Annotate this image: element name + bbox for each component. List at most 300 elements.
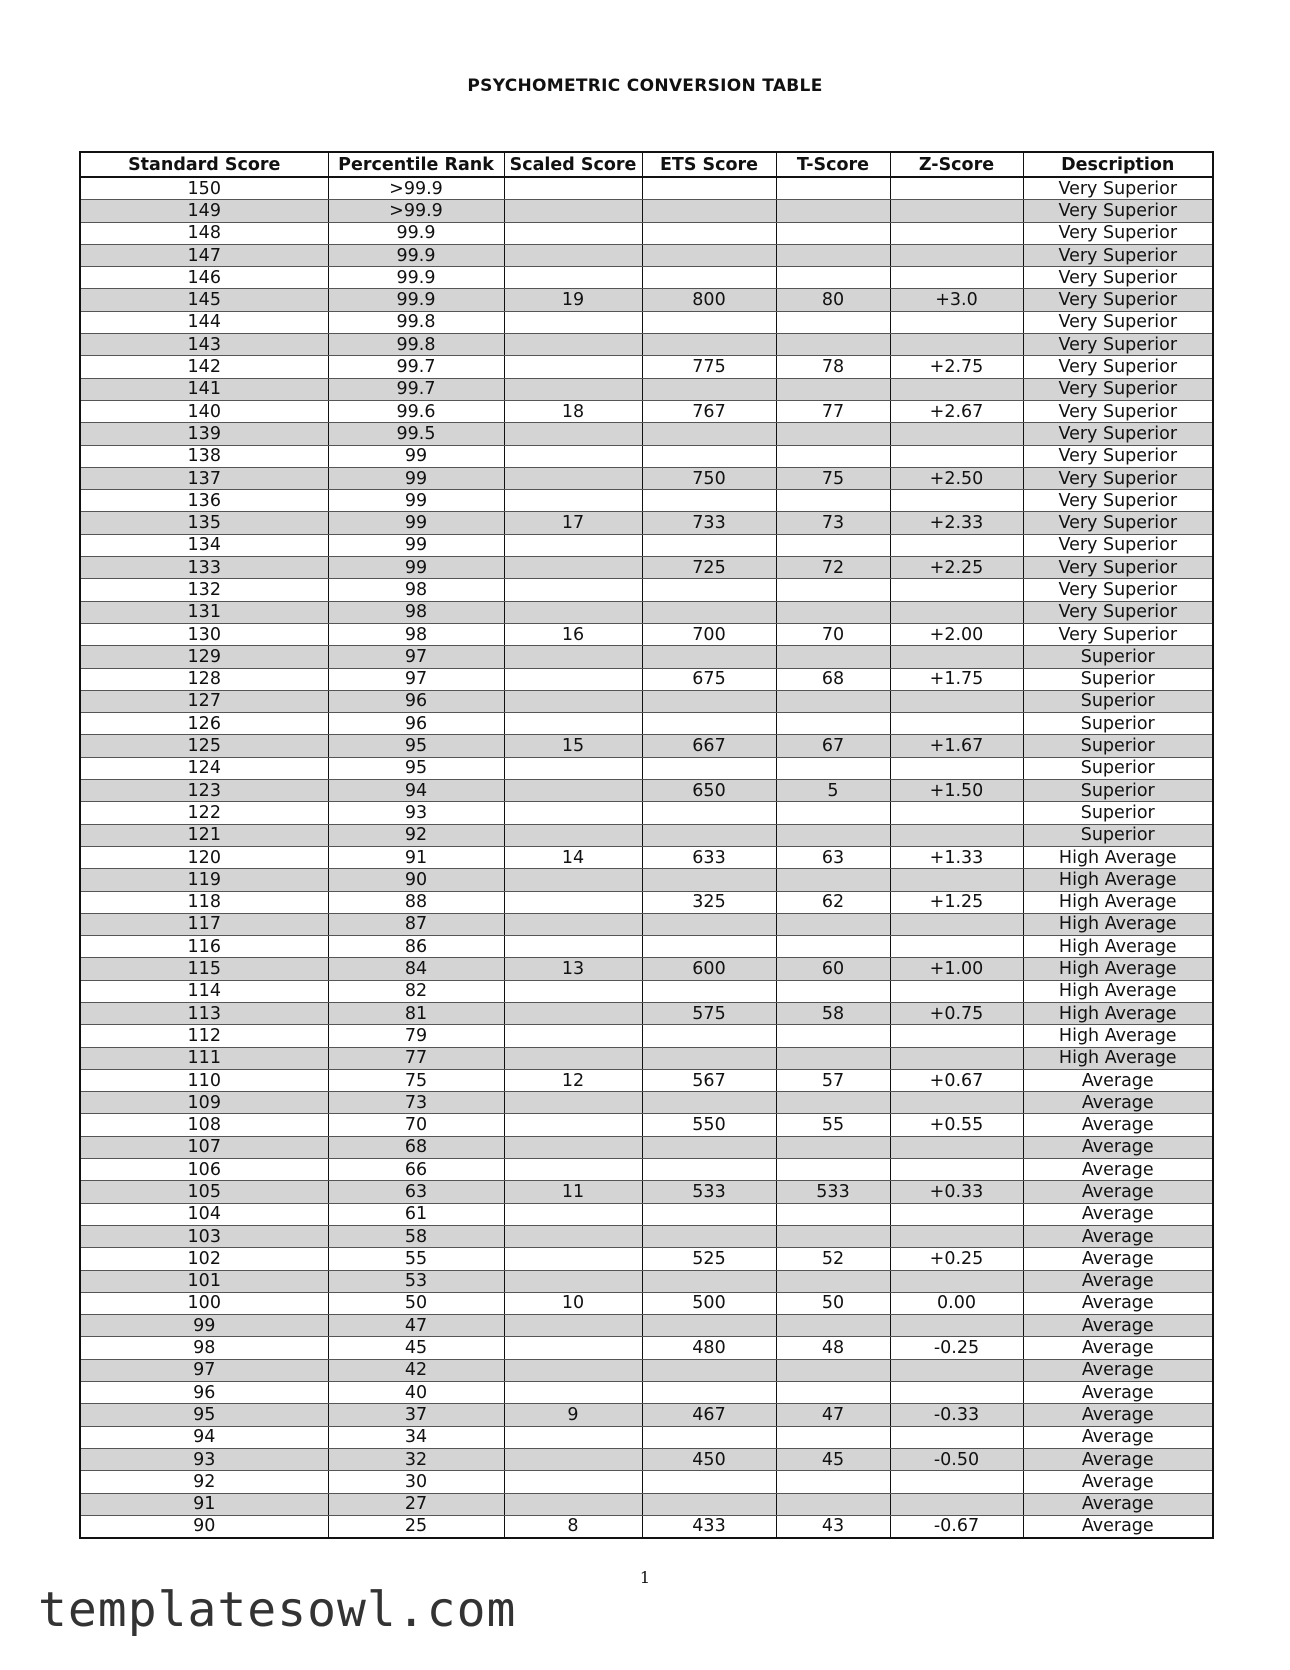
cell-standard-score: 111	[80, 1047, 328, 1069]
table-row	[80, 1002, 1213, 1024]
cell-ets-score	[642, 1359, 776, 1381]
cell-z-score	[890, 200, 1023, 222]
cell-t-score	[776, 869, 890, 891]
cell-t-score	[776, 1225, 890, 1247]
cell-scaled-score	[504, 1337, 642, 1359]
table-row	[80, 267, 1213, 289]
cell-scaled-score	[504, 222, 642, 244]
table-row	[80, 534, 1213, 556]
cell-z-score	[890, 334, 1023, 356]
cell-percentile-rank: 98	[328, 601, 504, 623]
cell-t-score: 50	[776, 1292, 890, 1314]
cell-ets-score: 775	[642, 356, 776, 378]
cell-z-score	[890, 445, 1023, 467]
cell-t-score: 533	[776, 1181, 890, 1203]
table-row	[80, 1069, 1213, 1091]
cell-scaled-score	[504, 780, 642, 802]
cell-standard-score: 135	[80, 512, 328, 534]
table-row	[80, 1136, 1213, 1158]
cell-standard-score: 136	[80, 490, 328, 512]
cell-description: High Average	[1023, 958, 1213, 980]
table-row	[80, 1515, 1213, 1538]
cell-z-score: +1.75	[890, 668, 1023, 690]
cell-ets-score	[642, 1136, 776, 1158]
cell-scaled-score	[504, 1359, 642, 1381]
cell-scaled-score	[504, 891, 642, 913]
cell-standard-score: 149	[80, 200, 328, 222]
cell-ets-score: 550	[642, 1114, 776, 1136]
cell-percentile-rank: 99	[328, 490, 504, 512]
watermark: templatesowl.com	[38, 1582, 517, 1638]
cell-description: Superior	[1023, 780, 1213, 802]
cell-percentile-rank: 68	[328, 1136, 504, 1158]
cell-scaled-score: 13	[504, 958, 642, 980]
table-row	[80, 824, 1213, 846]
cell-scaled-score	[504, 1315, 642, 1337]
page-number: 1	[639, 1568, 651, 1587]
cell-percentile-rank: 99	[328, 557, 504, 579]
cell-percentile-rank: 25	[328, 1515, 504, 1538]
cell-t-score	[776, 1426, 890, 1448]
cell-description: High Average	[1023, 891, 1213, 913]
cell-z-score: +3.0	[890, 289, 1023, 311]
cell-description: Very Superior	[1023, 334, 1213, 356]
cell-z-score	[890, 244, 1023, 266]
cell-scaled-score	[504, 1471, 642, 1493]
cell-t-score	[776, 311, 890, 333]
table-row	[80, 757, 1213, 779]
cell-standard-score: 91	[80, 1493, 328, 1515]
table-row	[80, 512, 1213, 534]
cell-description: Average	[1023, 1426, 1213, 1448]
cell-z-score	[890, 980, 1023, 1002]
cell-scaled-score	[504, 713, 642, 735]
cell-z-score: -0.25	[890, 1337, 1023, 1359]
cell-percentile-rank: 97	[328, 668, 504, 690]
cell-z-score	[890, 601, 1023, 623]
cell-standard-score: 140	[80, 400, 328, 422]
cell-standard-score: 98	[80, 1337, 328, 1359]
cell-percentile-rank: 63	[328, 1181, 504, 1203]
cell-ets-score: 600	[642, 958, 776, 980]
table-row	[80, 1315, 1213, 1337]
cell-description: Average	[1023, 1382, 1213, 1404]
cell-ets-score	[642, 1471, 776, 1493]
conversion-table	[79, 151, 1214, 1539]
cell-percentile-rank: 34	[328, 1426, 504, 1448]
table-row	[80, 289, 1213, 311]
table-row	[80, 690, 1213, 712]
cell-standard-score: 99	[80, 1315, 328, 1337]
table-row	[80, 311, 1213, 333]
cell-z-score	[890, 936, 1023, 958]
cell-percentile-rank: 37	[328, 1404, 504, 1426]
cell-t-score: 60	[776, 958, 890, 980]
cell-ets-score: 525	[642, 1248, 776, 1270]
cell-z-score	[890, 1493, 1023, 1515]
cell-ets-score	[642, 1092, 776, 1114]
cell-standard-score: 145	[80, 289, 328, 311]
cell-ets-score	[642, 177, 776, 200]
cell-ets-score	[642, 200, 776, 222]
cell-z-score: +1.25	[890, 891, 1023, 913]
table-row	[80, 846, 1213, 868]
cell-ets-score	[642, 311, 776, 333]
table-row	[80, 958, 1213, 980]
cell-scaled-score: 16	[504, 623, 642, 645]
cell-standard-score: 148	[80, 222, 328, 244]
cell-t-score	[776, 1359, 890, 1381]
cell-t-score: 62	[776, 891, 890, 913]
table-row	[80, 936, 1213, 958]
cell-scaled-score	[504, 1493, 642, 1515]
cell-percentile-rank: 99.9	[328, 222, 504, 244]
cell-standard-score: 137	[80, 467, 328, 489]
cell-percentile-rank: 58	[328, 1225, 504, 1247]
cell-t-score	[776, 1092, 890, 1114]
cell-scaled-score	[504, 668, 642, 690]
cell-percentile-rank: 99.6	[328, 400, 504, 422]
cell-ets-score: 700	[642, 623, 776, 645]
cell-z-score	[890, 1025, 1023, 1047]
cell-description: Average	[1023, 1471, 1213, 1493]
cell-z-score	[890, 646, 1023, 668]
cell-t-score	[776, 1203, 890, 1225]
cell-scaled-score: 9	[504, 1404, 642, 1426]
cell-description: Very Superior	[1023, 289, 1213, 311]
cell-percentile-rank: 27	[328, 1493, 504, 1515]
cell-t-score: 75	[776, 467, 890, 489]
table-row	[80, 1181, 1213, 1203]
cell-z-score: 0.00	[890, 1292, 1023, 1314]
cell-ets-score: 533	[642, 1181, 776, 1203]
cell-z-score	[890, 1159, 1023, 1181]
cell-description: Very Superior	[1023, 623, 1213, 645]
cell-ets-score	[642, 802, 776, 824]
cell-ets-score: 733	[642, 512, 776, 534]
cell-z-score: +2.50	[890, 467, 1023, 489]
cell-description: Very Superior	[1023, 579, 1213, 601]
table-row	[80, 601, 1213, 623]
cell-percentile-rank: 92	[328, 824, 504, 846]
cell-ets-score: 800	[642, 289, 776, 311]
cell-description: Average	[1023, 1448, 1213, 1470]
cell-t-score	[776, 980, 890, 1002]
table-row	[80, 1270, 1213, 1292]
cell-z-score	[890, 1092, 1023, 1114]
cell-z-score	[890, 1471, 1023, 1493]
cell-standard-score: 100	[80, 1292, 328, 1314]
cell-description: Very Superior	[1023, 557, 1213, 579]
cell-t-score	[776, 936, 890, 958]
cell-description: Average	[1023, 1359, 1213, 1381]
cell-standard-score: 141	[80, 378, 328, 400]
cell-scaled-score	[504, 378, 642, 400]
cell-ets-score	[642, 1047, 776, 1069]
cell-t-score: 73	[776, 512, 890, 534]
cell-ets-score: 667	[642, 735, 776, 757]
table-row	[80, 1203, 1213, 1225]
cell-standard-score: 116	[80, 936, 328, 958]
cell-description: Average	[1023, 1069, 1213, 1091]
cell-description: High Average	[1023, 1002, 1213, 1024]
cell-ets-score	[642, 334, 776, 356]
table-row	[80, 579, 1213, 601]
table-row	[80, 980, 1213, 1002]
cell-ets-score: 575	[642, 1002, 776, 1024]
cell-standard-score: 110	[80, 1069, 328, 1091]
cell-scaled-score	[504, 557, 642, 579]
table-row	[80, 445, 1213, 467]
cell-ets-score	[642, 378, 776, 400]
table-row	[80, 423, 1213, 445]
cell-ets-score	[642, 579, 776, 601]
cell-description: Average	[1023, 1225, 1213, 1247]
table-row	[80, 1047, 1213, 1069]
cell-ets-score: 767	[642, 400, 776, 422]
cell-scaled-score	[504, 200, 642, 222]
cell-z-score: +2.33	[890, 512, 1023, 534]
table-row	[80, 1225, 1213, 1247]
cell-standard-score: 147	[80, 244, 328, 266]
cell-description: Very Superior	[1023, 267, 1213, 289]
cell-ets-score: 480	[642, 1337, 776, 1359]
cell-percentile-rank: 96	[328, 713, 504, 735]
cell-t-score	[776, 1270, 890, 1292]
cell-ets-score	[642, 244, 776, 266]
cell-t-score	[776, 1025, 890, 1047]
cell-standard-score: 127	[80, 690, 328, 712]
cell-z-score: +0.55	[890, 1114, 1023, 1136]
cell-percentile-rank: 84	[328, 958, 504, 980]
cell-standard-score: 108	[80, 1114, 328, 1136]
cell-scaled-score	[504, 757, 642, 779]
table-row	[80, 1159, 1213, 1181]
table-row	[80, 334, 1213, 356]
table-row	[80, 222, 1213, 244]
table-row	[80, 244, 1213, 266]
cell-percentile-rank: 50	[328, 1292, 504, 1314]
cell-t-score: 57	[776, 1069, 890, 1091]
cell-description: Average	[1023, 1493, 1213, 1515]
cell-ets-score	[642, 824, 776, 846]
cell-description: Very Superior	[1023, 467, 1213, 489]
cell-description: Superior	[1023, 802, 1213, 824]
cell-t-score	[776, 378, 890, 400]
cell-t-score: 72	[776, 557, 890, 579]
cell-ets-score	[642, 936, 776, 958]
cell-percentile-rank: 99.8	[328, 334, 504, 356]
cell-z-score: +1.00	[890, 958, 1023, 980]
cell-t-score: 48	[776, 1337, 890, 1359]
cell-scaled-score	[504, 356, 642, 378]
cell-standard-score: 131	[80, 601, 328, 623]
cell-z-score: -0.50	[890, 1448, 1023, 1470]
cell-z-score: +2.67	[890, 400, 1023, 422]
cell-description: Very Superior	[1023, 177, 1213, 200]
cell-scaled-score	[504, 1225, 642, 1247]
cell-standard-score: 128	[80, 668, 328, 690]
cell-description: Very Superior	[1023, 445, 1213, 467]
cell-scaled-score	[504, 267, 642, 289]
table-row	[80, 1114, 1213, 1136]
cell-z-score: +2.00	[890, 623, 1023, 645]
cell-ets-score	[642, 1493, 776, 1515]
cell-ets-score	[642, 646, 776, 668]
cell-standard-score: 109	[80, 1092, 328, 1114]
cell-standard-score: 115	[80, 958, 328, 980]
cell-z-score	[890, 267, 1023, 289]
cell-description: Average	[1023, 1092, 1213, 1114]
cell-description: Very Superior	[1023, 400, 1213, 422]
cell-scaled-score	[504, 1114, 642, 1136]
table-row	[80, 1471, 1213, 1493]
table-row	[80, 356, 1213, 378]
table-row	[80, 913, 1213, 935]
cell-ets-score	[642, 757, 776, 779]
table-row	[80, 1337, 1213, 1359]
cell-percentile-rank: 42	[328, 1359, 504, 1381]
table-row	[80, 1426, 1213, 1448]
cell-t-score	[776, 200, 890, 222]
cell-ets-score: 450	[642, 1448, 776, 1470]
cell-ets-score	[642, 222, 776, 244]
cell-percentile-rank: 99.7	[328, 356, 504, 378]
cell-scaled-score	[504, 1448, 642, 1470]
cell-percentile-rank: 90	[328, 869, 504, 891]
cell-scaled-score	[504, 869, 642, 891]
header-ets-score: ETS Score	[642, 152, 776, 177]
cell-z-score	[890, 1426, 1023, 1448]
cell-z-score	[890, 757, 1023, 779]
table-row	[80, 1493, 1213, 1515]
cell-percentile-rank: 99.9	[328, 244, 504, 266]
cell-description: Superior	[1023, 735, 1213, 757]
cell-percentile-rank: 93	[328, 802, 504, 824]
cell-ets-score	[642, 713, 776, 735]
cell-t-score: 67	[776, 735, 890, 757]
cell-description: Very Superior	[1023, 244, 1213, 266]
cell-t-score	[776, 646, 890, 668]
cell-z-score: +0.75	[890, 1002, 1023, 1024]
page-title: PSYCHOMETRIC CONVERSION TABLE	[467, 76, 823, 96]
cell-z-score	[890, 1270, 1023, 1292]
table-row	[80, 735, 1213, 757]
cell-z-score	[890, 802, 1023, 824]
cell-percentile-rank: 99.9	[328, 267, 504, 289]
cell-z-score: +2.75	[890, 356, 1023, 378]
cell-description: Superior	[1023, 824, 1213, 846]
cell-standard-score: 92	[80, 1471, 328, 1493]
cell-z-score: +0.67	[890, 1069, 1023, 1091]
cell-scaled-score: 18	[504, 400, 642, 422]
cell-description: Average	[1023, 1159, 1213, 1181]
cell-z-score	[890, 311, 1023, 333]
cell-z-score	[890, 869, 1023, 891]
table-row	[80, 400, 1213, 422]
cell-scaled-score	[504, 1092, 642, 1114]
table-row	[80, 1248, 1213, 1270]
cell-ets-score: 633	[642, 846, 776, 868]
cell-z-score: +1.67	[890, 735, 1023, 757]
cell-scaled-score	[504, 490, 642, 512]
cell-ets-score	[642, 423, 776, 445]
cell-standard-score: 107	[80, 1136, 328, 1158]
cell-scaled-score	[504, 423, 642, 445]
cell-standard-score: 138	[80, 445, 328, 467]
cell-t-score	[776, 1159, 890, 1181]
cell-ets-score	[642, 1382, 776, 1404]
cell-percentile-rank: 40	[328, 1382, 504, 1404]
cell-standard-score: 121	[80, 824, 328, 846]
cell-description: Very Superior	[1023, 356, 1213, 378]
cell-description: Very Superior	[1023, 200, 1213, 222]
cell-ets-score: 650	[642, 780, 776, 802]
table-row	[80, 557, 1213, 579]
table-row	[80, 1359, 1213, 1381]
cell-t-score	[776, 913, 890, 935]
cell-standard-score: 94	[80, 1426, 328, 1448]
table-row	[80, 623, 1213, 645]
cell-percentile-rank: 45	[328, 1337, 504, 1359]
cell-percentile-rank: 99	[328, 445, 504, 467]
cell-percentile-rank: 61	[328, 1203, 504, 1225]
cell-t-score	[776, 1315, 890, 1337]
cell-z-score: +0.33	[890, 1181, 1023, 1203]
cell-scaled-score	[504, 1047, 642, 1069]
cell-standard-score: 142	[80, 356, 328, 378]
header-t-score: T-Score	[776, 152, 890, 177]
cell-scaled-score: 19	[504, 289, 642, 311]
cell-z-score	[890, 713, 1023, 735]
cell-t-score	[776, 445, 890, 467]
cell-scaled-score	[504, 1159, 642, 1181]
cell-t-score: 43	[776, 1515, 890, 1538]
cell-t-score	[776, 802, 890, 824]
cell-t-score	[776, 534, 890, 556]
cell-standard-score: 139	[80, 423, 328, 445]
cell-scaled-score: 15	[504, 735, 642, 757]
cell-description: Superior	[1023, 757, 1213, 779]
cell-scaled-score	[504, 445, 642, 467]
cell-scaled-score	[504, 579, 642, 601]
cell-t-score	[776, 334, 890, 356]
cell-scaled-score: 17	[504, 512, 642, 534]
cell-t-score: 80	[776, 289, 890, 311]
table-row	[80, 1092, 1213, 1114]
cell-ets-score	[642, 490, 776, 512]
cell-description: Average	[1023, 1292, 1213, 1314]
cell-ets-score	[642, 1025, 776, 1047]
cell-description: Average	[1023, 1270, 1213, 1292]
cell-ets-score	[642, 1159, 776, 1181]
table-row	[80, 467, 1213, 489]
cell-scaled-score	[504, 1025, 642, 1047]
cell-standard-score: 113	[80, 1002, 328, 1024]
cell-description: Superior	[1023, 713, 1213, 735]
cell-standard-score: 134	[80, 534, 328, 556]
cell-percentile-rank: 99	[328, 512, 504, 534]
cell-standard-score: 119	[80, 869, 328, 891]
cell-t-score	[776, 1382, 890, 1404]
cell-percentile-rank: 96	[328, 690, 504, 712]
cell-ets-score	[642, 534, 776, 556]
cell-scaled-score	[504, 1248, 642, 1270]
cell-ets-score	[642, 690, 776, 712]
cell-ets-score	[642, 869, 776, 891]
cell-t-score	[776, 1047, 890, 1069]
cell-z-score	[890, 1225, 1023, 1247]
